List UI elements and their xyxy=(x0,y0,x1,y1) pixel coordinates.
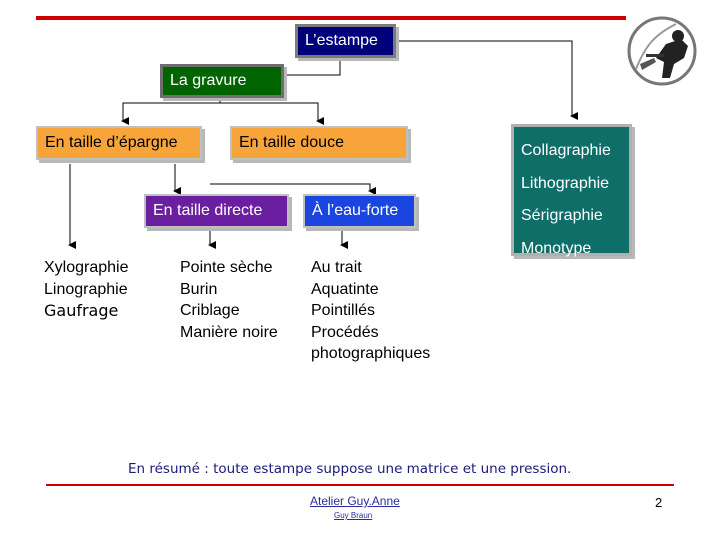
technique-lithographie: Lithographie xyxy=(521,174,610,192)
eau-forte-box xyxy=(303,194,416,228)
taille-directe-label: En taille directe xyxy=(153,202,263,219)
directe-item-burin: Burin xyxy=(180,280,218,298)
connector-estampe-techniques xyxy=(393,41,572,116)
taille-epargne-label: En taille d’épargne xyxy=(45,134,178,151)
footer-author-link[interactable]: Atelier Guy.Anne xyxy=(310,494,400,508)
technique-serigraphie: Sérigraphie xyxy=(521,207,603,224)
taille-directe-box xyxy=(144,194,289,228)
taille-epargne-box xyxy=(36,126,202,160)
summary-text: En résumé : toute estampe suppose une matrice et une pression. xyxy=(128,461,572,477)
gravure-label: La gravure xyxy=(170,72,247,89)
page-number: 2 xyxy=(655,495,663,510)
epargne-item-xylographie: Xylographie xyxy=(44,259,129,276)
connector-estampe-gravure xyxy=(283,56,340,75)
eauforte-item-aquatinte: Aquatinte xyxy=(311,280,379,298)
taille-douce-label: En taille douce xyxy=(239,134,344,151)
epargne-list xyxy=(44,257,129,322)
epargne-item-gaufrage: Gaufrage xyxy=(44,301,119,320)
gravure-box xyxy=(160,64,284,98)
taille-douce-box xyxy=(230,126,408,160)
eauforte-item-pointilles: Pointillés xyxy=(311,302,376,319)
estampe-label: L’estampe xyxy=(305,32,378,49)
eauforte-item-au-trait: Au trait xyxy=(311,259,362,276)
estampe-box xyxy=(295,24,396,58)
other-techniques-box xyxy=(511,124,632,256)
epargne-item-linographie: Linographie xyxy=(44,280,128,298)
technique-collagraphie: Collagraphie xyxy=(521,142,611,159)
other-techniques-list xyxy=(521,135,611,265)
directe-item-maniere-noire: Manière noire xyxy=(180,323,278,341)
footer-subauthor-link[interactable]: Guy Braun xyxy=(334,511,373,520)
directe-item-pointe-seche: Pointe sèche xyxy=(180,259,273,276)
eauforte-item-photographiques: photographiques xyxy=(311,345,431,362)
technique-monotype: Monotype xyxy=(521,239,592,257)
connector-directe-split xyxy=(210,184,370,191)
eau-forte-label: À l’eau-forte xyxy=(312,202,399,219)
connector-gravure-douce xyxy=(220,103,318,121)
etcher-silhouette-logo-icon xyxy=(626,14,699,88)
directe-item-criblage: Criblage xyxy=(180,302,240,319)
footer-rule xyxy=(46,484,674,486)
eauforte-list xyxy=(311,257,430,365)
directe-list xyxy=(180,257,278,343)
eauforte-item-procedes: Procédés xyxy=(311,323,379,341)
connector-gravure-split xyxy=(123,96,220,121)
